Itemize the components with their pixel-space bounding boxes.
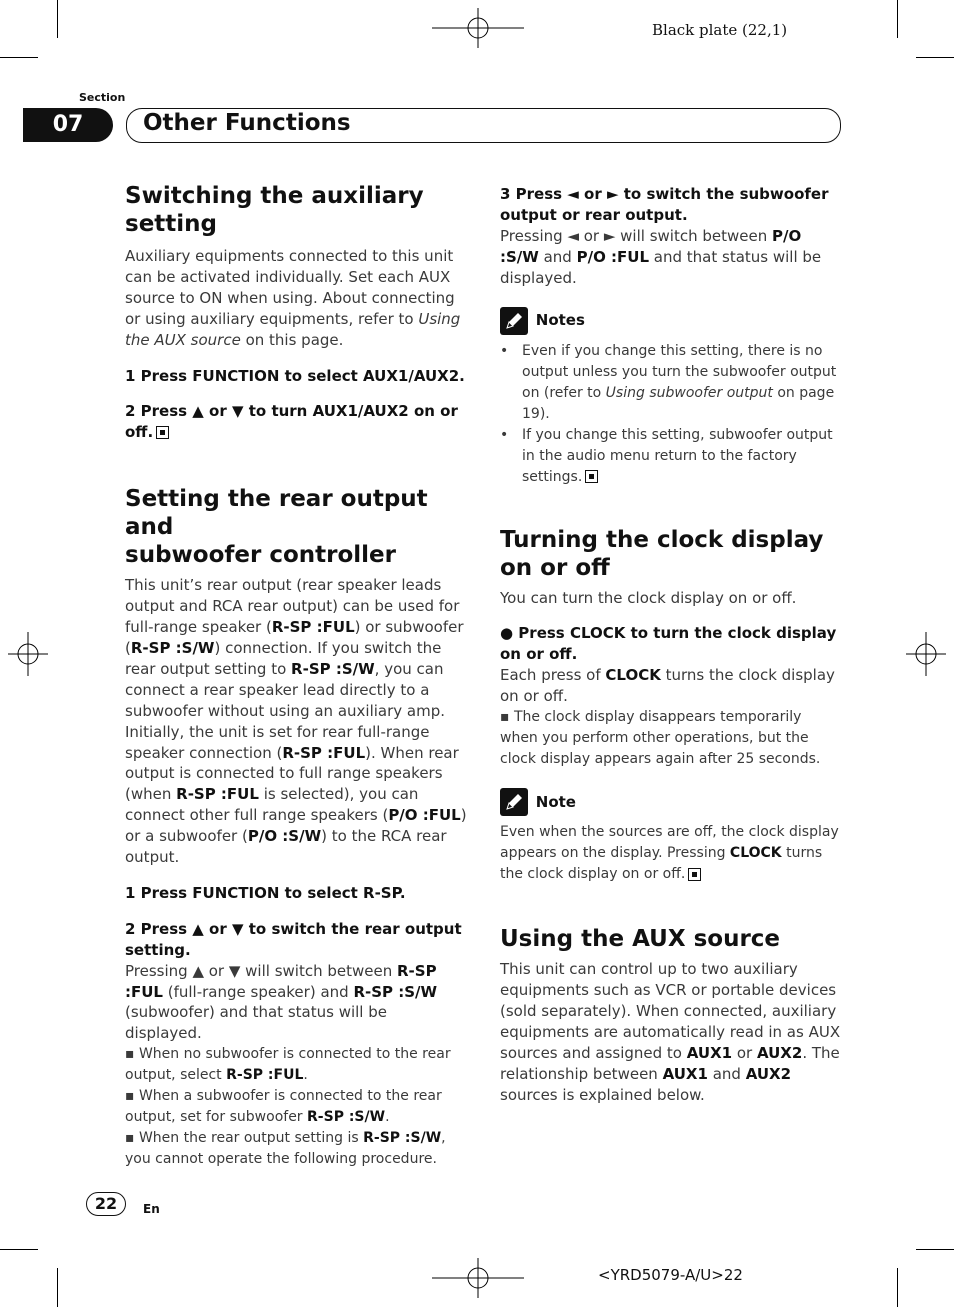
step: ● Press CLOCK to turn the clock display on or off. [500,624,837,664]
paragraph: You can turn the clock display on or off. [500,588,797,607]
note-pencil-icon [500,788,528,816]
section-title: Other Functions [143,110,351,136]
list-item: ▪ When no subwoofer is connected to the rear output, select R-SP :FUL. [125,1046,451,1084]
notes-header: Notes [500,307,842,335]
paragraph: Auxiliary equipments connected to this unit can be activated individually. Set each AUX source to ON when using. About connecting or using auxiliary equipments, refer to Using the AUX source on this page. [125,247,461,349]
section-label: Section [79,91,126,104]
doc-code: <YRD5079-A/U>22 [598,1266,743,1284]
crop-mark [897,1268,898,1307]
list-item: ▪ When a subwoofer is connected to the rear output, set for subwoofer R-SP :S/W. [125,1088,442,1126]
crop-mark [0,57,38,58]
heading-aux-source: Using the AUX source [500,926,781,953]
left-column [125,182,467,1170]
paragraph: Even when the sources are off, the clock display appears on the display. Pressing CLOCK turns the clock display on or off. [500,824,839,883]
list-item: • If you change this setting, subwoofer output in the audio menu return to the factory settings. [500,425,842,488]
end-mark-icon [585,470,598,483]
plate-label: Black plate (22,1) [652,21,788,39]
crop-mark [57,0,58,38]
registration-mark-icon [8,632,48,676]
step: 2 Press ▲ or ▼ to turn AUX1/AUX2 on or off. [125,402,458,442]
heading-clock-display: Turning the clock display on or off [500,526,824,581]
registration-mark-icon [432,8,524,48]
list-item: • Even if you change this setting, there is no output unless you turn the subwoofer output on (refer to Using subwoofer output on page 19). [500,341,842,425]
paragraph: Initially, the unit is set for rear full-range speaker connection (R-SP :FUL). When rear output is connected to full range speakers (when R-SP :FUL is selected), you can connect other full range speakers (P/O :FUL) or a subwoofer (P/O :S/W) to the RCA rear output. [125,722,467,867]
step: 1 Press FUNCTION to select AUX1/AUX2. [125,366,465,385]
end-mark-icon [688,868,701,881]
section-number: 07 [23,108,113,142]
registration-mark-icon [906,632,946,676]
step: 1 Press FUNCTION to select R-SP. [125,883,406,902]
crop-mark [897,0,898,38]
paragraph: Pressing ◄ or ► will switch between P/O :S/W and P/O :FUL and that status will be displayed. [500,226,822,287]
paragraph: This unit’s rear output (rear speaker leads output and RCA rear output) can be used for full-range speaker (R-SP :FUL) or subwoofer (R-SP :S/W) connection. If you switch the rear output setting to R-SP :S/W, you can connect a rear speaker lead directly to a subwoofer without using an auxiliary amp. [125,576,464,720]
crop-mark [57,1268,58,1307]
heading-switching-aux: Switching the auxiliary setting [125,183,424,237]
end-mark-icon [156,426,169,439]
language-label: En [143,1202,160,1216]
step: 3 Press ◄ or ► to switch the subwoofer output or rear output. [500,185,829,224]
page-number: 22 [86,1192,126,1216]
crop-mark [0,1249,38,1250]
registration-mark-icon [432,1258,524,1298]
paragraph: This unit can control up to two auxiliary equipments such as VCR or portable devices (sold separately). When connected, auxiliary equipments are automatically read in as AUX sources and assigned to AUX1 or AUX2. The relationship between AUX1 and AUX2 sources is explained below. [500,960,841,1104]
step: 2 Press ▲ or ▼ to switch the rear output setting. [125,919,462,959]
list-item: ▪ When the rear output setting is R-SP :S/W, you cannot operate the following procedure. [125,1130,446,1168]
list-item: ▪ The clock display disappears temporarily when you perform other operations, but the clock display appears again after 25 seconds. [500,709,821,768]
paragraph: Pressing ▲ or ▼ will switch between R-SP :FUL (full-range speaker) and R-SP :S/W (subwoofer) and that status will be displayed. [125,961,438,1043]
note-header: Note [500,788,842,816]
note-pencil-icon [500,307,528,335]
crop-mark [916,57,954,58]
right-column [500,184,842,1105]
paragraph: Each press of CLOCK turns the clock display on or off. [500,666,835,706]
heading-rear-output: Setting the rear output and subwoofer controller [125,486,428,569]
crop-mark [916,1249,954,1250]
